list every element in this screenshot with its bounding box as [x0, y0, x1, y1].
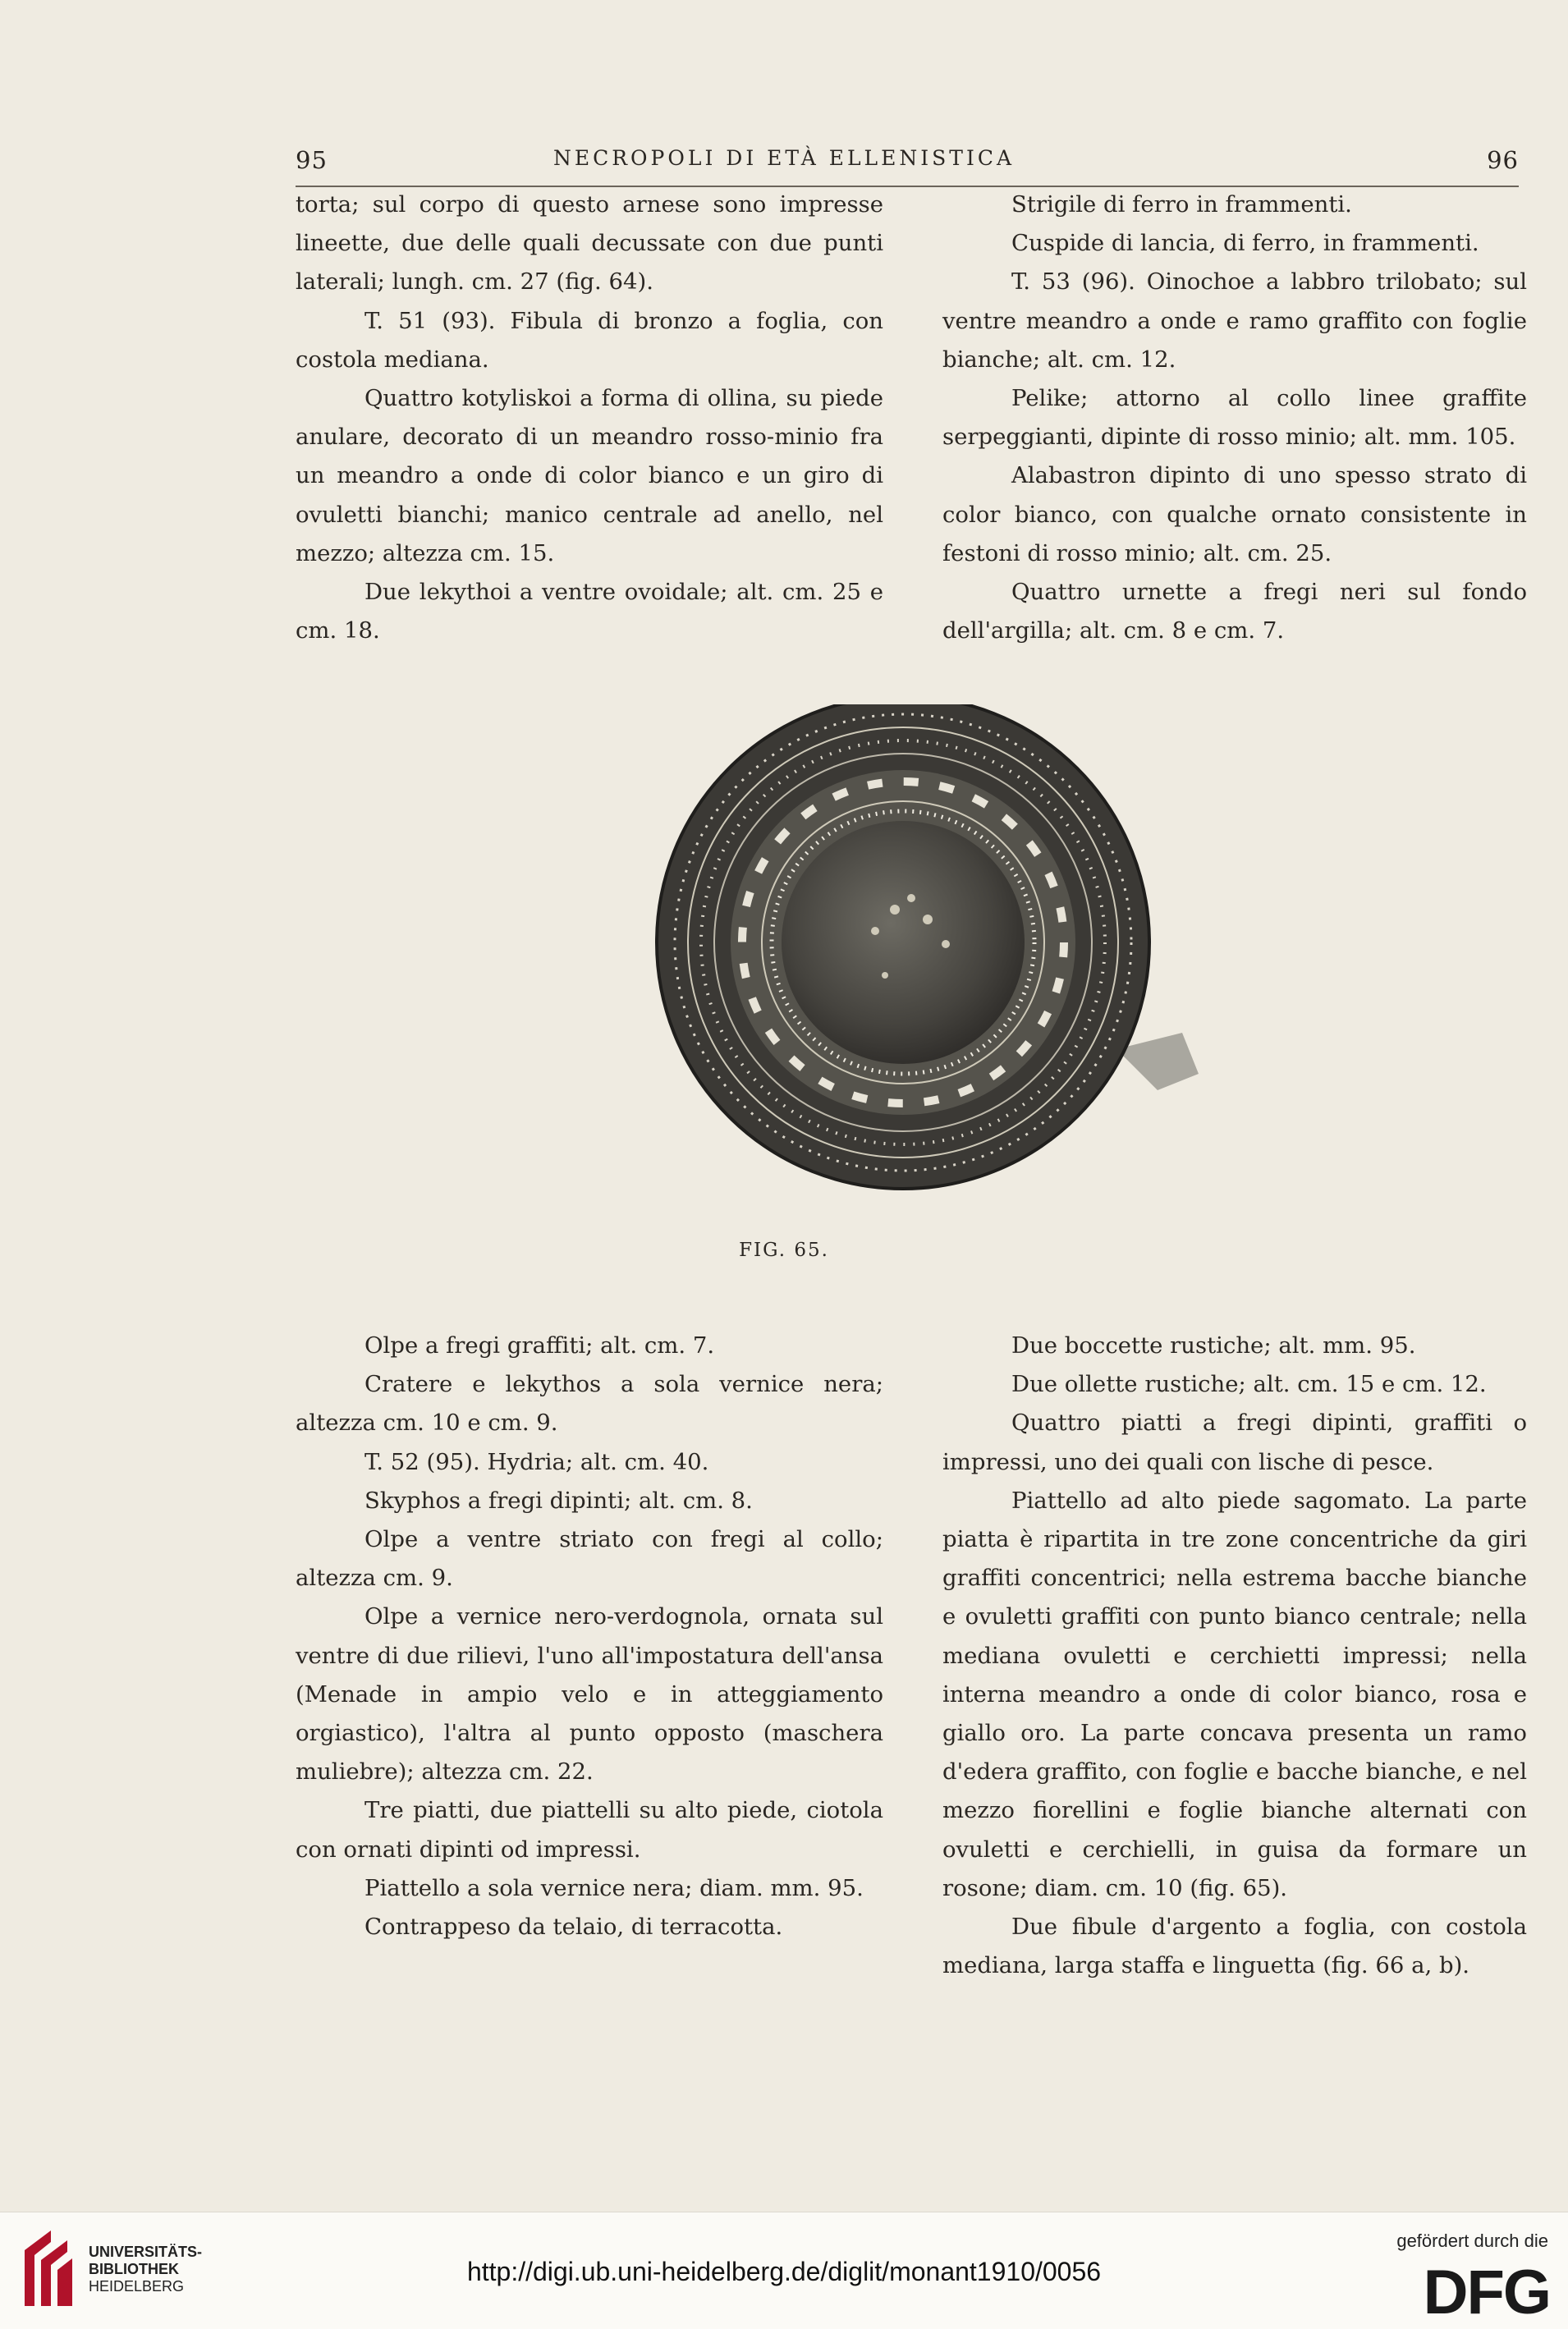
library-name-line: BIBLIOTHEK	[89, 2261, 179, 2277]
figure-caption: FIG. 65.	[739, 1240, 829, 1261]
paragraph: Pelike; attorno al collo linee graffite serpeggianti, dipinte di rosso minio; alt. mm. 105.	[942, 385, 1527, 451]
bottom-left-column	[296, 1327, 883, 1946]
paragraph: Skyphos a fregi dipinti; alt. cm. 8.	[364, 1487, 753, 1514]
paragraph: Due fibule d'argento a foglia, con costola mediana, larga staffa e linguetta (fig. 66 a, b).	[942, 1914, 1527, 1979]
paragraph: Alabastron dipinto di uno spesso strato di color bianco, con qualche ornato consistente in festoni di rosso minio; alt. cm. 25.	[942, 462, 1527, 566]
paragraph: T. 52 (95). Hydria; alt. cm. 40.	[364, 1448, 709, 1475]
library-name-line: UNIVERSITÄTS-	[89, 2244, 203, 2260]
paragraph: Piattello a sola vernice nera; diam. mm. 95.	[364, 1874, 864, 1901]
funding-label: gefördert durch die	[1396, 2230, 1548, 2251]
paragraph: Quattro kotyliskoi a forma di ollina, su piede anulare, decorato di un meandro rosso-minio fra un meandro a onde di color bianco e un giro di ovuletti bianchi; manico centrale ad anello, nel mezzo; altezza cm. 15.	[296, 385, 883, 566]
paragraph: Olpe a vernice nero-verdognola, ornata sul ventre di due rilievi, l'uno all'impostatura dell'ansa (Menade in ampio velo e in atteggiamento orgiastico), l'altra al punto opposto (maschera muliebre); altezza cm. 22.	[296, 1603, 883, 1786]
plate-illustration	[624, 704, 1215, 1213]
page-number-right: 96	[1487, 146, 1519, 174]
paragraph: Due lekythoi a ventre ovoidale; alt. cm. 25 e cm. 18.	[296, 579, 883, 644]
top-right-column	[942, 186, 1527, 650]
footer-bar	[0, 2212, 1568, 2329]
paragraph: Strigile di ferro in frammenti.	[1011, 191, 1352, 218]
page-number-left: 95	[296, 146, 328, 174]
paragraph: Contrappeso da telaio, di terracotta.	[364, 1914, 783, 1941]
top-left-column	[296, 186, 883, 650]
paragraph: Olpe a fregi graffiti; alt. cm. 7.	[364, 1332, 715, 1359]
paragraph: T. 51 (93). Fibula di bronzo a foglia, con costola mediana.	[296, 307, 883, 373]
paragraph: Olpe a ventre striato con fregi al collo; altezza cm. 9.	[296, 1526, 883, 1592]
paragraph: T. 53 (96). Oinochoe a labbro trilobato; sul ventre meandro a onde e ramo graffito con foglie bianche; alt. cm. 12.	[942, 268, 1527, 373]
library-name-line: HEIDELBERG	[89, 2278, 185, 2295]
paragraph: torta; sul corpo di questo arnese sono impresse lineette, due delle quali decussate con due punti laterali; lungh. cm. 27 (fig. 64).	[296, 191, 883, 296]
paragraph: Due ollette rustiche; alt. cm. 15 e cm. 12.	[1011, 1371, 1487, 1398]
permalink[interactable]: http://digi.ub.uni-heidelberg.de/diglit/monant1910/0056	[466, 2257, 1102, 2286]
running-head: NECROPOLI DI ETÀ ELLENISTICA	[552, 146, 1016, 170]
paragraph: Cratere e lekythos a sola vernice nera; altezza cm. 10 e cm. 9.	[296, 1371, 883, 1437]
dfg-logo-icon: DFG	[1423, 2258, 1550, 2327]
paragraph: Cuspide di lancia, di ferro, in frammenti.	[1011, 230, 1479, 257]
bottom-right-column	[942, 1327, 1527, 1985]
paragraph: Quattro urnette a fregi neri sul fondo dell'argilla; alt. cm. 8 e cm. 7.	[942, 579, 1527, 644]
paragraph: Piattello ad alto piede sagomato. La parte piatta è ripartita in tre zone concentriche da giri graffiti concentrici; nella estrema bacche bianche e ovuletti graffiti con punto bianco centrale; nella mediana ovuletti e cerchietti impressi; nella interna meandro a onde di color bianco, rosa e giallo oro. La parte concava presenta un ramo d'edera graffito, con foglie e bacche bianche, e nel mezzo fiorellini e foglie bianche alternati con ovuletti e cerchielli, in guisa da formare un rosone; diam. cm. 10 (fig. 65).	[942, 1487, 1527, 1901]
paragraph: Due boccette rustiche; alt. mm. 95.	[1011, 1332, 1416, 1359]
paragraph: Quattro piatti a fregi dipinti, graffiti o impressi, uno dei quali con lische di pesce.	[942, 1410, 1527, 1475]
paragraph: Tre piatti, due piattelli su alto piede, ciotola con ornati dipinti od impressi.	[296, 1797, 883, 1863]
